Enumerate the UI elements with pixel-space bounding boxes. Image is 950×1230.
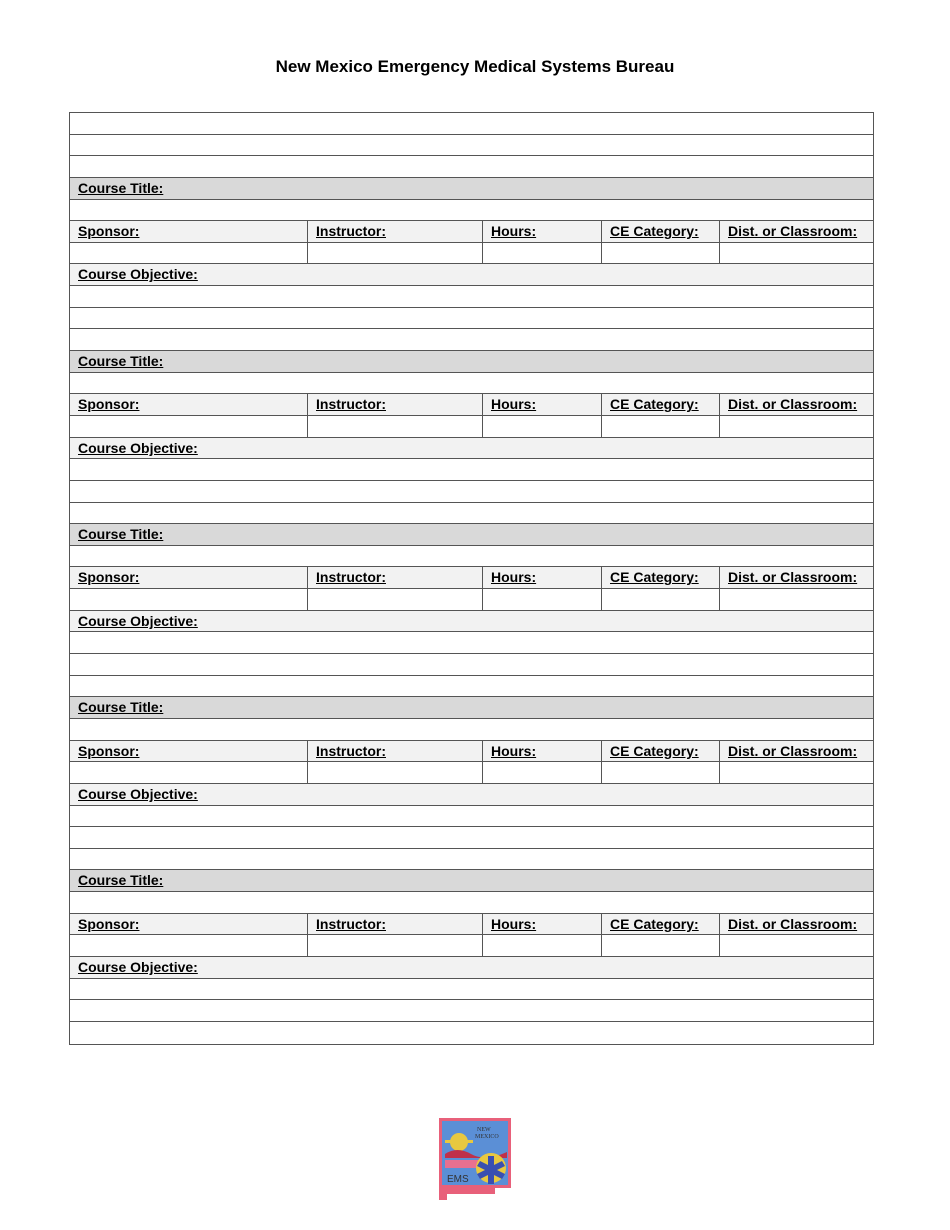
- instructor-label: Instructor:: [308, 394, 483, 415]
- sponsor-label: Sponsor:: [70, 567, 308, 588]
- course-title-header: [70, 524, 873, 546]
- nm-ems-logo: [437, 1116, 513, 1202]
- course-objective-label: Course Objective:: [78, 266, 198, 283]
- instructor-field[interactable]: [308, 416, 483, 437]
- delivery-label: Dist. or Classroom:: [728, 396, 858, 413]
- hours-field[interactable]: [483, 589, 602, 610]
- blank-field[interactable]: [70, 135, 873, 156]
- course-title-header: [70, 351, 873, 373]
- delivery-field[interactable]: [720, 416, 873, 437]
- course-objective-field[interactable]: [70, 632, 873, 654]
- ce-category-label: CE Category:: [602, 914, 720, 935]
- ce-category-label: CE Category:: [602, 394, 720, 415]
- instructor-field[interactable]: [308, 935, 483, 956]
- instructor-label: Instructor:: [308, 741, 483, 762]
- course-title-label: Course Title:: [78, 179, 164, 196]
- ce-category-field[interactable]: [602, 243, 720, 264]
- course-title-label: Course Title:: [78, 526, 164, 543]
- blank-field[interactable]: [70, 200, 873, 221]
- course-title-header: [70, 870, 873, 892]
- delivery-field[interactable]: [720, 589, 873, 610]
- course-objective-field[interactable]: [70, 1000, 873, 1022]
- delivery-label: Dist. or Classroom:: [728, 742, 858, 759]
- sponsor-field[interactable]: [70, 935, 308, 956]
- sponsor-field[interactable]: [70, 416, 308, 437]
- sponsor-field[interactable]: [70, 762, 308, 783]
- blank-field[interactable]: [70, 827, 873, 848]
- course-objective-field[interactable]: [70, 329, 873, 351]
- course-objective-label: Course Objective:: [78, 612, 198, 629]
- blank-field[interactable]: [70, 329, 873, 350]
- sponsor-field[interactable]: [70, 243, 308, 264]
- course-details-fields: [70, 589, 873, 611]
- sponsor-label: Sponsor:: [70, 741, 308, 762]
- blank-field[interactable]: [70, 546, 873, 567]
- instructor-label: Instructor:: [308, 567, 483, 588]
- delivery-field[interactable]: [720, 762, 873, 783]
- course-details-header: [70, 394, 873, 416]
- hours-field[interactable]: [483, 243, 602, 264]
- course-objective-field[interactable]: [70, 459, 873, 481]
- hours-field[interactable]: [483, 416, 602, 437]
- course-title-field[interactable]: [70, 719, 873, 741]
- course-title-field[interactable]: [70, 200, 873, 222]
- instructor-field[interactable]: [308, 762, 483, 783]
- course-details-fields: [70, 762, 873, 784]
- course-title-field[interactable]: [70, 892, 873, 914]
- course-objective-field[interactable]: [70, 308, 873, 330]
- blank-field[interactable]: [70, 979, 873, 1000]
- blank-row[interactable]: [70, 135, 873, 157]
- course-objective-label: Course Objective:: [78, 785, 198, 802]
- course-details-header: [70, 741, 873, 763]
- instructor-field[interactable]: [308, 243, 483, 264]
- blank-field[interactable]: [70, 286, 873, 307]
- course-objective-label: Course Objective:: [78, 439, 198, 456]
- course-title-label: Course Title:: [78, 872, 164, 889]
- course-objective-field[interactable]: [70, 503, 873, 525]
- delivery-label: Dist. or Classroom:: [728, 223, 858, 240]
- blank-field[interactable]: [70, 459, 873, 480]
- ce-category-label: CE Category:: [602, 567, 720, 588]
- course-objective-field[interactable]: [70, 481, 873, 503]
- svg-text:EMS: EMS: [447, 1174, 469, 1185]
- blank-field[interactable]: [70, 113, 873, 134]
- course-objective-field[interactable]: [70, 676, 873, 698]
- ce-category-label: CE Category:: [602, 221, 720, 242]
- course-title-field[interactable]: [70, 546, 873, 568]
- blank-field[interactable]: [70, 654, 873, 675]
- blank-field[interactable]: [70, 632, 873, 653]
- blank-field[interactable]: [70, 156, 873, 177]
- course-objective-header: [70, 611, 873, 633]
- ce-category-field[interactable]: [602, 589, 720, 610]
- blank-row[interactable]: [70, 113, 873, 135]
- hours-label: Hours:: [483, 741, 602, 762]
- instructor-label: Instructor:: [308, 221, 483, 242]
- blank-field[interactable]: [70, 892, 873, 913]
- hours-field[interactable]: [483, 935, 602, 956]
- course-objective-field[interactable]: [70, 286, 873, 308]
- blank-row[interactable]: [70, 156, 873, 178]
- delivery-label: Dist. or Classroom:: [728, 915, 858, 932]
- course-title-header: [70, 178, 873, 200]
- course-objective-field[interactable]: [70, 806, 873, 828]
- delivery-field[interactable]: [720, 935, 873, 956]
- page-title: New Mexico Emergency Medical Systems Bureau: [275, 57, 675, 76]
- course-objective-field[interactable]: [70, 979, 873, 1001]
- blank-field[interactable]: [70, 503, 873, 524]
- course-details-fields: [70, 416, 873, 438]
- ce-category-field[interactable]: [602, 935, 720, 956]
- blank-field[interactable]: [70, 1000, 873, 1021]
- blank-field[interactable]: [70, 806, 873, 827]
- course-title-field[interactable]: [70, 373, 873, 395]
- course-objective-field[interactable]: [70, 1022, 873, 1044]
- course-objective-header: [70, 438, 873, 460]
- course-objective-label: Course Objective:: [78, 958, 198, 975]
- hours-label: Hours:: [483, 394, 602, 415]
- ce-category-field[interactable]: [602, 416, 720, 437]
- blank-field[interactable]: [70, 849, 873, 870]
- sponsor-field[interactable]: [70, 589, 308, 610]
- hours-label: Hours:: [483, 221, 602, 242]
- course-details-fields: [70, 243, 873, 265]
- course-objective-field[interactable]: [70, 827, 873, 849]
- blank-field[interactable]: [70, 308, 873, 329]
- svg-text:NEW: NEW: [477, 1127, 491, 1133]
- blank-field[interactable]: [70, 676, 873, 697]
- ce-category-field[interactable]: [602, 762, 720, 783]
- ce-category-label: CE Category:: [602, 741, 720, 762]
- sponsor-label: Sponsor:: [70, 221, 308, 242]
- course-details-fields: [70, 935, 873, 957]
- hours-label: Hours:: [483, 914, 602, 935]
- sponsor-label: Sponsor:: [70, 914, 308, 935]
- course-listing-form: [69, 112, 874, 1045]
- instructor-field[interactable]: [308, 589, 483, 610]
- blank-field[interactable]: [70, 719, 873, 740]
- course-objective-field[interactable]: [70, 654, 873, 676]
- hours-field[interactable]: [483, 762, 602, 783]
- course-title-label: Course Title:: [78, 353, 164, 370]
- blank-field[interactable]: [70, 373, 873, 394]
- svg-text:MEXICO: MEXICO: [475, 1134, 499, 1140]
- course-objective-header: [70, 784, 873, 806]
- course-details-header: [70, 914, 873, 936]
- instructor-label: Instructor:: [308, 914, 483, 935]
- course-objective-field[interactable]: [70, 849, 873, 871]
- blank-field[interactable]: [70, 481, 873, 502]
- course-details-header: [70, 221, 873, 243]
- course-title-header: [70, 697, 873, 719]
- course-title-label: Course Title:: [78, 699, 164, 716]
- course-objective-header: [70, 957, 873, 979]
- blank-field[interactable]: [70, 1022, 873, 1044]
- delivery-label: Dist. or Classroom:: [728, 569, 858, 586]
- course-objective-header: [70, 264, 873, 286]
- hours-label: Hours:: [483, 567, 602, 588]
- delivery-field[interactable]: [720, 243, 873, 264]
- course-details-header: [70, 567, 873, 589]
- sponsor-label: Sponsor:: [70, 394, 308, 415]
